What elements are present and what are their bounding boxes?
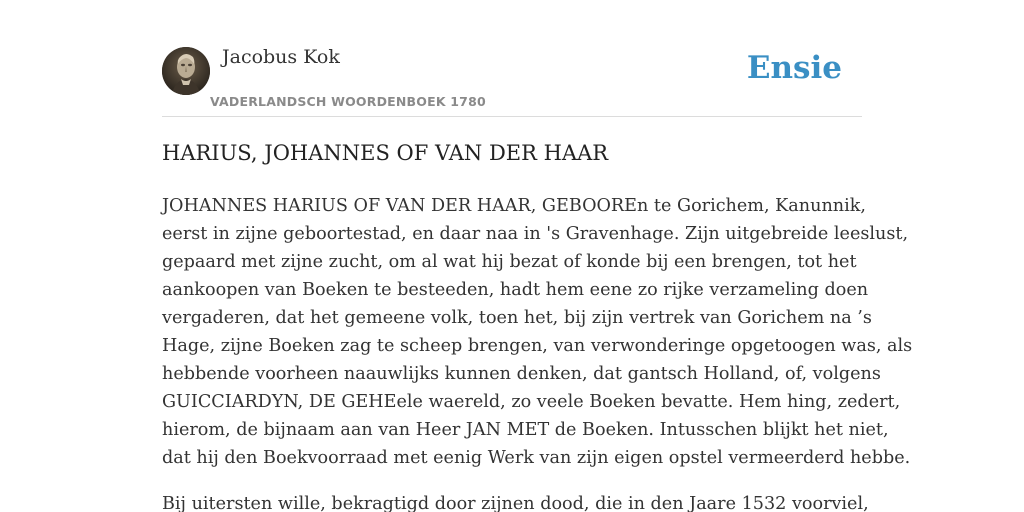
text-line: Bij uitersten wille, bekragtigd door zijnen dood, die in den Jaare 1532 voorviel, <box>162 494 869 512</box>
paragraph-2 <box>162 490 872 512</box>
text-line: JOHANNES HARIUS OF VAN DER HAAR, GEBOOREn te Gorichem, Kanunnik, <box>162 196 866 216</box>
text-line: hebbende voorheen naauwlijks kunnen denken, dat gantsch Holland, of, volgens <box>162 364 881 384</box>
text-line: aankoopen van Boeken te besteeden, hadt hem eene zo rijke verzameling doen <box>162 280 869 300</box>
paragraph-1 <box>162 192 913 472</box>
article-title: HARIUS, JOHANNES OF VAN DER HAAR <box>162 141 609 165</box>
text-line: dat hij den Boekvoorraad met eenig Werk van zijn eigen opstel vermeerderd hebbe. <box>162 448 911 468</box>
author-avatar-icon[interactable] <box>162 47 210 95</box>
text-line: vergaderen, dat het gemeene volk, toen het, bij zijn vertrek van Gorichem na ’s <box>162 308 872 328</box>
source-label[interactable]: VADERLANDSCH WOORDENBOEK 1780 <box>210 94 486 109</box>
portrait-icon <box>162 47 210 95</box>
text-line: GUICCIARDYN, DE GEHEele waereld, zo veele Boeken bevatte. Hem hing, zedert, <box>162 392 901 412</box>
header <box>162 44 862 117</box>
text-line: gepaard met zijne zucht, om al wat hij bezat of konde bij een brengen, tot het <box>162 252 857 272</box>
text-line: eerst in zijne geboortestad, en daar naa in 's Gravenhage. Zijn uitgebreide leeslust, <box>162 224 909 244</box>
author-name-link[interactable]: Jacobus Kok <box>222 46 340 68</box>
ensie-logo[interactable]: Ensie <box>746 50 842 86</box>
article-body <box>162 192 913 512</box>
text-line: Hage, zijne Boeken zag te scheep brengen, van verwonderinge opgetoogen was, als <box>162 336 913 356</box>
text-line: hierom, de bijnaam aan van Heer JAN MET de Boeken. Intusschen blijkt het niet, <box>162 420 889 440</box>
